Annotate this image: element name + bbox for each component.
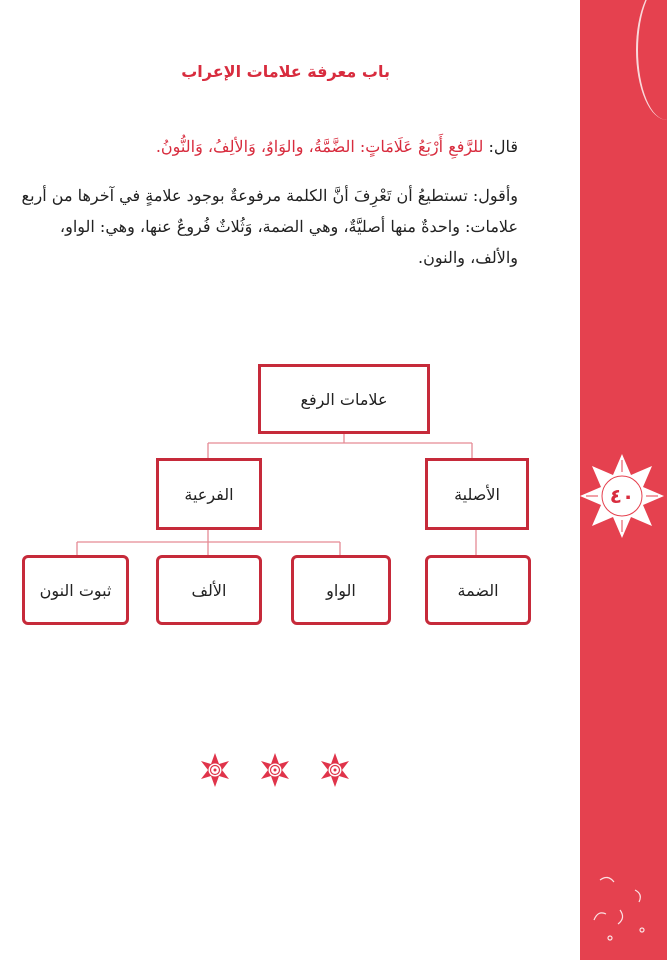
original-node xyxy=(425,458,529,530)
leaf-waw-label: الواو xyxy=(326,580,356,600)
secondary-node xyxy=(156,458,262,530)
leaf-nun xyxy=(22,555,129,625)
decorative-swirls-icon xyxy=(580,860,667,980)
qala-quote: للرَّفعِ أَرْبَعُ عَلَامَاتٍ: الضَّمَّةُ، والوَاوُ، وَالألِفُ، وَالنُّونُ. xyxy=(155,137,484,156)
decorative-flower-icon xyxy=(257,752,293,788)
root-node-label: علامات الرفع xyxy=(300,389,388,409)
explanation-paragraph: وأقول: تستطيعُ أن تَعْرِفَ أنَّ الكلمة مرفوعةٌ بوجود علامةٍ في آخرها من أربع علامات: واحدةٌ منها أصليَّةٌ، وهي الضمة، وَثُلاثٌ فُروعٌ عنها، وهي: الواو، والألف، والنون. xyxy=(21,186,518,267)
leaf-damma-label: الضمة xyxy=(457,580,499,600)
decorative-curve xyxy=(636,0,667,120)
secondary-node-label: الفرعية xyxy=(184,484,234,504)
leaf-alif-label: الألف xyxy=(191,580,227,600)
decorative-flower-icon xyxy=(197,752,233,788)
leaf-nun-label: ثبوت النون xyxy=(39,580,112,600)
original-node-label: الأصلية xyxy=(454,484,500,504)
decorative-flower-icon xyxy=(317,752,353,788)
leaf-waw xyxy=(291,555,391,625)
leaf-alif xyxy=(156,555,262,625)
qala-prefix: قال: xyxy=(488,137,518,156)
page-number-badge xyxy=(578,452,666,540)
chapter-title: باب معرفة علامات الإعراب xyxy=(181,62,390,81)
page-number: ٤٠ xyxy=(609,484,635,508)
leaf-damma xyxy=(425,555,531,625)
root-node xyxy=(258,364,430,434)
